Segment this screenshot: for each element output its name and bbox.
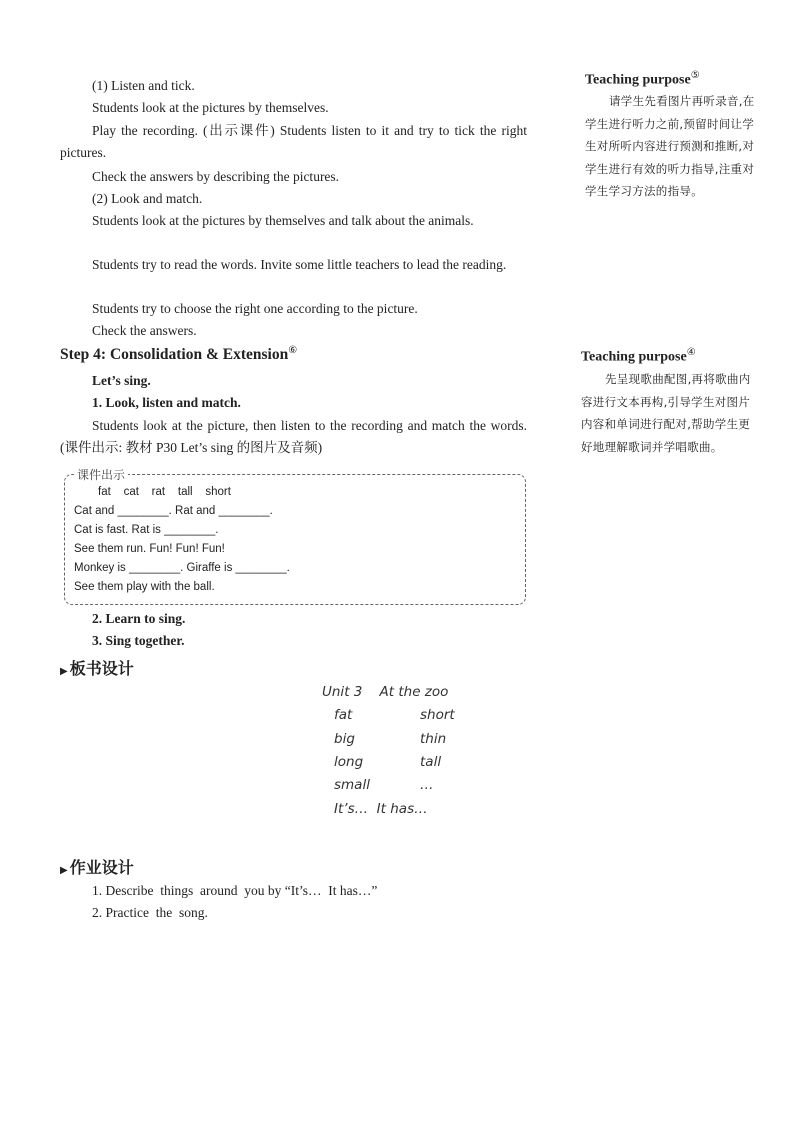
teaching-purpose-2-note: ④ [686, 347, 696, 358]
homework-item-1: 1. Describe things around you by “It’s… It has…” [92, 883, 378, 898]
learn-to-sing-item: 2. Learn to sing. [92, 611, 186, 626]
check-answers-line: Check the answers by describing the pictures. [92, 169, 340, 184]
board-word-left-2: big [334, 731, 355, 747]
board-design-heading [60, 656, 134, 679]
teaching-purpose-2-text: 先呈现歌曲配图,再将歌曲内容进行文本再构,引导学生对图片内容和单词进行配对,帮助学生更好地理解歌词并学唱歌曲。 [581, 372, 751, 454]
song-line-1: Cat and ________. Rat and ________. [74, 505, 273, 517]
song-line-4: Monkey is ________. Giraffe is ________. [74, 562, 290, 574]
students-talk-line: Students look at the pictures by themselves and talk about the animals. [92, 213, 474, 228]
check-answers-line-2: Check the answers. [92, 323, 197, 338]
courseware-label: 课件出示 [74, 466, 128, 483]
board-word-left-4: small [334, 777, 370, 793]
song-line-5: See them play with the ball. [74, 581, 215, 593]
step4-note-mark: ⑥ [288, 345, 298, 356]
homework-heading [60, 855, 134, 878]
homework-heading-text: 作业设计 [69, 858, 134, 877]
students-choose-line: Students try to choose the right one according to the picture. [92, 301, 418, 316]
board-design-heading-text: 板书设计 [69, 659, 134, 678]
teaching-purpose-1-text: 请学生先看图片再听录音,在学生进行听力之前,预留时间让学生对所听内容进行预测和推断,对学生进行有效的听力指导,注重对学生学习方法的指导。 [585, 94, 755, 198]
board-word-left-1: fat [334, 707, 353, 723]
triangle-bullet-icon: ▶ [60, 865, 68, 876]
students-read-line: Students try to read the words. Invite some little teachers to lead the reading. [92, 257, 507, 272]
listen-tick-title: (1) Listen and tick. [92, 78, 195, 93]
song-line-3: See them run. Fun! Fun! Fun! [74, 543, 225, 555]
homework-item-2: 2. Practice the song. [92, 905, 208, 920]
look-listen-match-desc: Students look at the picture, then listen to the recording and match the words. (课件出示: 教材 P30 Let’s sing 的图片及音频) [60, 418, 527, 455]
step4-heading-text: Step 4: Consolidation & Extension [60, 346, 289, 364]
song-line-2: Cat is fast. Rat is ________. [74, 524, 219, 536]
board-word-right-4: … [420, 777, 434, 793]
teaching-purpose-1-title [585, 70, 700, 89]
teaching-purpose-2-title [581, 347, 696, 366]
triangle-bullet-icon: ▶ [60, 666, 68, 677]
students-look-line: Students look at the pictures by themselves. [92, 100, 329, 115]
look-listen-match-item: 1. Look, listen and match. [92, 395, 241, 410]
play-recording-line: Play the recording. (出示课件) Students listen to it and try to tick the right pictures. [60, 123, 527, 160]
board-pattern: It’s… It has… [334, 801, 428, 817]
board-title: Unit 3 At the zoo [322, 684, 449, 700]
teaching-purpose-2-title-text: Teaching purpose [581, 349, 687, 365]
board-word-right-2: thin [420, 731, 447, 747]
lets-sing-label: Let’s sing. [92, 373, 151, 388]
sing-together-item: 3. Sing together. [92, 633, 185, 648]
board-word-right-3: tall [420, 754, 442, 770]
board-word-right-1: short [420, 707, 455, 723]
board-word-left-3: long [334, 754, 364, 770]
step4-heading [60, 345, 297, 364]
teaching-purpose-1-note: ⑤ [690, 70, 700, 81]
teaching-purpose-1-title-text: Teaching purpose [585, 72, 691, 88]
word-bank: fat cat rat tall short [98, 486, 231, 498]
look-match-title: (2) Look and match. [92, 191, 203, 206]
